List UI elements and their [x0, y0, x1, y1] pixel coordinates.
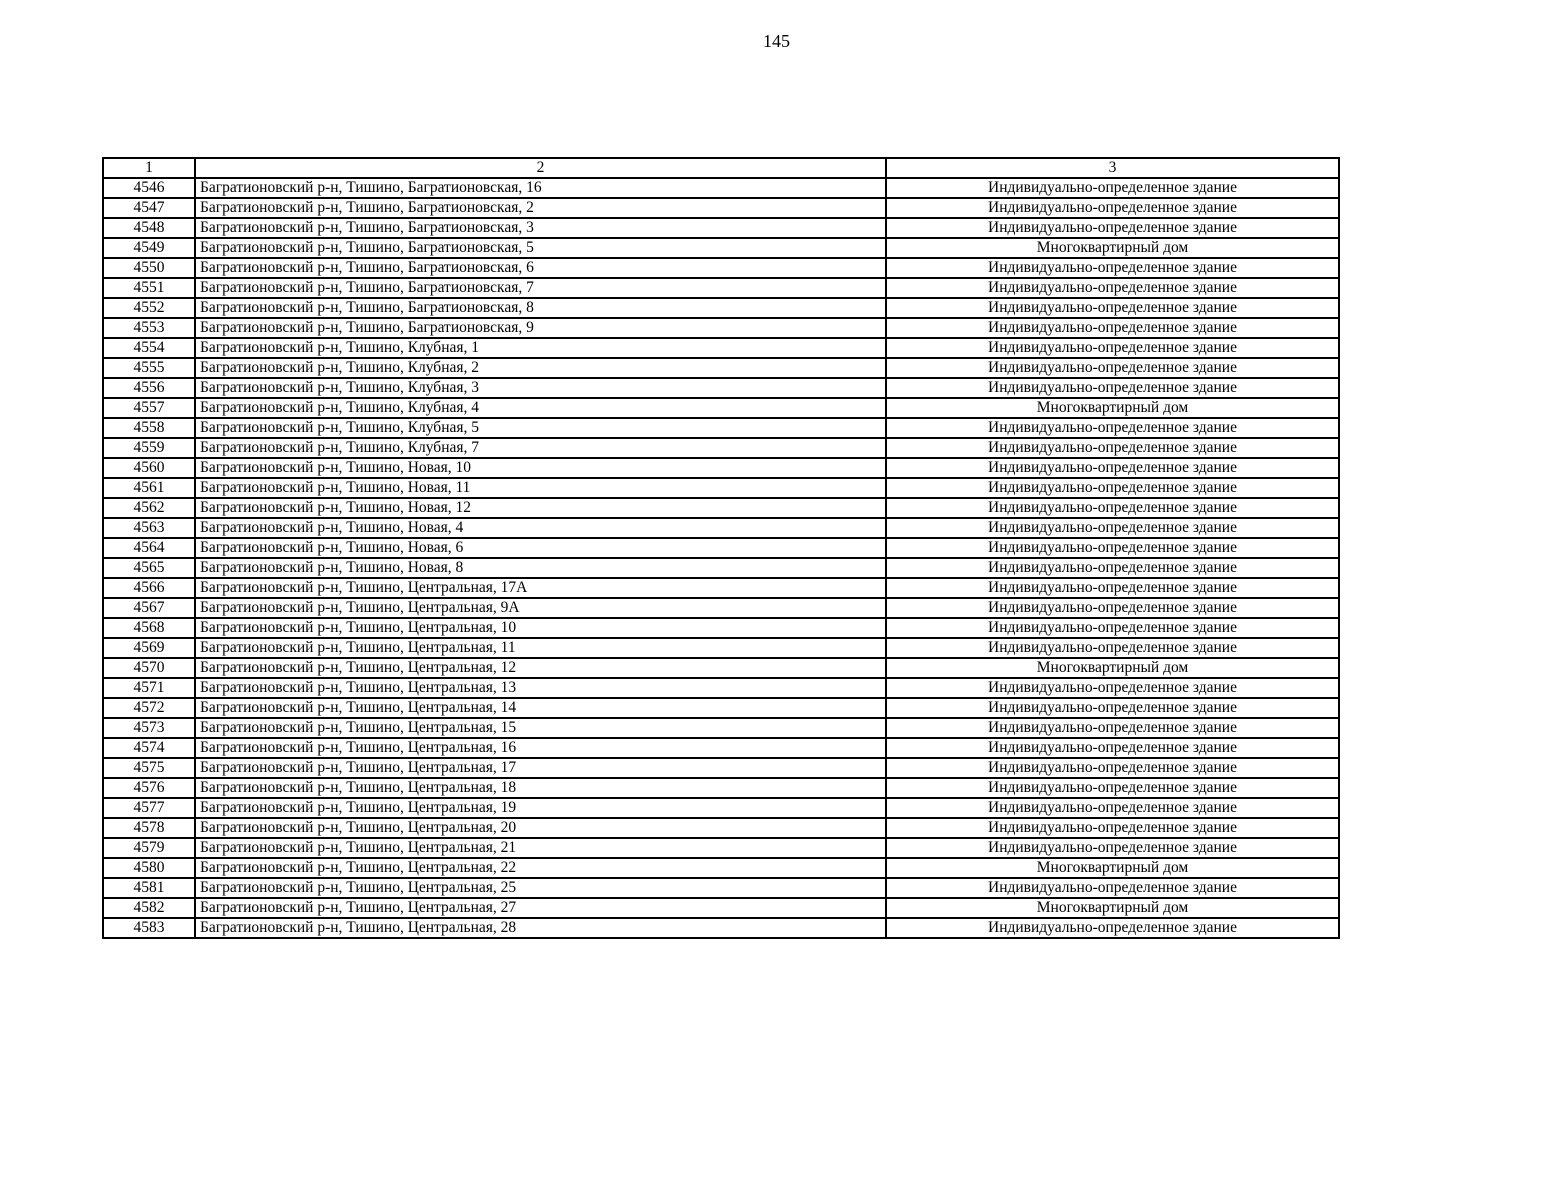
row-number-cell: 4567: [103, 598, 195, 618]
address-cell: Багратионовский р-н, Тишино, Клубная, 3: [195, 378, 886, 398]
row-number-cell: 4563: [103, 518, 195, 538]
row-number-cell: 4571: [103, 678, 195, 698]
address-cell: Багратионовский р-н, Тишино, Центральная, 13: [195, 678, 886, 698]
row-number-cell: 4564: [103, 538, 195, 558]
row-number-cell: 4561: [103, 478, 195, 498]
building-type-cell: Индивидуально-определенное здание: [886, 478, 1339, 498]
row-number-cell: 4559: [103, 438, 195, 458]
page-number: 145: [763, 31, 790, 51]
table-row: [103, 218, 1339, 238]
table-row: [103, 898, 1339, 918]
table-row: [103, 458, 1339, 478]
row-number-cell: 4548: [103, 218, 195, 238]
building-type-cell: Индивидуально-определенное здание: [886, 498, 1339, 518]
building-type-cell: Индивидуально-определенное здание: [886, 798, 1339, 818]
row-number-cell: 4578: [103, 818, 195, 838]
table-row: [103, 518, 1339, 538]
address-cell: Багратионовский р-н, Тишино, Центральная, 11: [195, 638, 886, 658]
row-number-cell: 4550: [103, 258, 195, 278]
column-header-address: 2: [195, 158, 886, 178]
address-cell: Багратионовский р-н, Тишино, Новая, 11: [195, 478, 886, 498]
building-type-cell: Индивидуально-определенное здание: [886, 918, 1339, 938]
building-type-cell: Индивидуально-определенное здание: [886, 578, 1339, 598]
table-row: [103, 238, 1339, 258]
row-number-cell: 4570: [103, 658, 195, 678]
row-number-cell: 4558: [103, 418, 195, 438]
address-cell: Багратионовский р-н, Тишино, Новая, 6: [195, 538, 886, 558]
table-row: [103, 838, 1339, 858]
address-cell: Багратионовский р-н, Тишино, Багратионовская, 7: [195, 278, 886, 298]
table-row: [103, 738, 1339, 758]
table-row: [103, 398, 1339, 418]
property-table: [102, 157, 1340, 939]
table-row: [103, 638, 1339, 658]
table-row: [103, 198, 1339, 218]
address-cell: Багратионовский р-н, Тишино, Новая, 12: [195, 498, 886, 518]
table-row: [103, 818, 1339, 838]
table-row: [103, 878, 1339, 898]
table-row: [103, 698, 1339, 718]
building-type-cell: Индивидуально-определенное здание: [886, 338, 1339, 358]
address-cell: Багратионовский р-н, Тишино, Клубная, 7: [195, 438, 886, 458]
address-cell: Багратионовский р-н, Тишино, Центральная, 9А: [195, 598, 886, 618]
building-type-cell: Индивидуально-определенное здание: [886, 598, 1339, 618]
table-row: [103, 918, 1339, 938]
building-type-cell: Индивидуально-определенное здание: [886, 618, 1339, 638]
address-cell: Багратионовский р-н, Тишино, Клубная, 1: [195, 338, 886, 358]
table-header-row: [103, 158, 1339, 178]
row-number-cell: 4569: [103, 638, 195, 658]
row-number-cell: 4582: [103, 898, 195, 918]
address-cell: Багратионовский р-н, Тишино, Центральная, 12: [195, 658, 886, 678]
table-row: [103, 298, 1339, 318]
building-type-cell: Многоквартирный дом: [886, 398, 1339, 418]
building-type-cell: Индивидуально-определенное здание: [886, 558, 1339, 578]
column-header-number: 1: [103, 158, 195, 178]
address-cell: Багратионовский р-н, Тишино, Центральная, 28: [195, 918, 886, 938]
row-number-cell: 4579: [103, 838, 195, 858]
building-type-cell: Индивидуально-определенное здание: [886, 778, 1339, 798]
building-type-cell: Индивидуально-определенное здание: [886, 818, 1339, 838]
row-number-cell: 4577: [103, 798, 195, 818]
table-row: [103, 598, 1339, 618]
row-number-cell: 4573: [103, 718, 195, 738]
address-cell: Багратионовский р-н, Тишино, Багратионовская, 3: [195, 218, 886, 238]
address-cell: Багратионовский р-н, Тишино, Клубная, 4: [195, 398, 886, 418]
row-number-cell: 4549: [103, 238, 195, 258]
row-number-cell: 4574: [103, 738, 195, 758]
table-body: [103, 178, 1339, 938]
building-type-cell: Индивидуально-определенное здание: [886, 258, 1339, 278]
building-type-cell: Индивидуально-определенное здание: [886, 278, 1339, 298]
building-type-cell: Индивидуально-определенное здание: [886, 178, 1339, 198]
table-row: [103, 178, 1339, 198]
row-number-cell: 4560: [103, 458, 195, 478]
table-row: [103, 578, 1339, 598]
address-cell: Багратионовский р-н, Тишино, Центральная, 25: [195, 878, 886, 898]
table-row: [103, 678, 1339, 698]
building-type-cell: Индивидуально-определенное здание: [886, 298, 1339, 318]
row-number-cell: 4546: [103, 178, 195, 198]
table-row: [103, 858, 1339, 878]
row-number-cell: 4566: [103, 578, 195, 598]
table-row: [103, 558, 1339, 578]
table-row: [103, 378, 1339, 398]
column-header-type: 3: [886, 158, 1339, 178]
table-row: [103, 618, 1339, 638]
row-number-cell: 4554: [103, 338, 195, 358]
building-type-cell: Индивидуально-определенное здание: [886, 538, 1339, 558]
row-number-cell: 4555: [103, 358, 195, 378]
row-number-cell: 4576: [103, 778, 195, 798]
address-cell: Багратионовский р-н, Тишино, Багратионовская, 8: [195, 298, 886, 318]
row-number-cell: 4565: [103, 558, 195, 578]
table-row: [103, 318, 1339, 338]
building-type-cell: Индивидуально-определенное здание: [886, 418, 1339, 438]
table-row: [103, 278, 1339, 298]
building-type-cell: Индивидуально-определенное здание: [886, 698, 1339, 718]
building-type-cell: Многоквартирный дом: [886, 858, 1339, 878]
table-row: [103, 418, 1339, 438]
building-type-cell: Индивидуально-определенное здание: [886, 358, 1339, 378]
building-type-cell: Индивидуально-определенное здание: [886, 758, 1339, 778]
table-row: [103, 778, 1339, 798]
address-cell: Багратионовский р-н, Тишино, Багратионовская, 6: [195, 258, 886, 278]
row-number-cell: 4547: [103, 198, 195, 218]
building-type-cell: Индивидуально-определенное здание: [886, 378, 1339, 398]
address-cell: Багратионовский р-н, Тишино, Клубная, 2: [195, 358, 886, 378]
address-cell: Багратионовский р-н, Тишино, Центральная, 18: [195, 778, 886, 798]
building-type-cell: Индивидуально-определенное здание: [886, 678, 1339, 698]
building-type-cell: Многоквартирный дом: [886, 238, 1339, 258]
address-cell: Багратионовский р-н, Тишино, Центральная, 15: [195, 718, 886, 738]
building-type-cell: Индивидуально-определенное здание: [886, 738, 1339, 758]
row-number-cell: 4575: [103, 758, 195, 778]
address-cell: Багратионовский р-н, Тишино, Багратионовская, 9: [195, 318, 886, 338]
table-row: [103, 798, 1339, 818]
address-cell: Багратионовский р-н, Тишино, Багратионовская, 2: [195, 198, 886, 218]
building-type-cell: Индивидуально-определенное здание: [886, 718, 1339, 738]
row-number-cell: 4580: [103, 858, 195, 878]
building-type-cell: Многоквартирный дом: [886, 898, 1339, 918]
building-type-cell: Индивидуально-определенное здание: [886, 518, 1339, 538]
address-cell: Багратионовский р-н, Тишино, Центральная, 16: [195, 738, 886, 758]
address-cell: Багратионовский р-н, Тишино, Новая, 8: [195, 558, 886, 578]
table-row: [103, 258, 1339, 278]
building-type-cell: Индивидуально-определенное здание: [886, 458, 1339, 478]
table-row: [103, 338, 1339, 358]
row-number-cell: 4572: [103, 698, 195, 718]
table-row: [103, 538, 1339, 558]
address-cell: Багратионовский р-н, Тишино, Центральная, 20: [195, 818, 886, 838]
address-cell: Багратионовский р-н, Тишино, Центральная, 14: [195, 698, 886, 718]
row-number-cell: 4557: [103, 398, 195, 418]
row-number-cell: 4583: [103, 918, 195, 938]
building-type-cell: Многоквартирный дом: [886, 658, 1339, 678]
address-cell: Багратионовский р-н, Тишино, Клубная, 5: [195, 418, 886, 438]
address-cell: Багратионовский р-н, Тишино, Центральная, 10: [195, 618, 886, 638]
building-type-cell: Индивидуально-определенное здание: [886, 198, 1339, 218]
building-type-cell: Индивидуально-определенное здание: [886, 878, 1339, 898]
address-cell: Багратионовский р-н, Тишино, Центральная, 17А: [195, 578, 886, 598]
table-row: [103, 438, 1339, 458]
address-cell: Багратионовский р-н, Тишино, Центральная, 22: [195, 858, 886, 878]
address-cell: Багратионовский р-н, Тишино, Новая, 4: [195, 518, 886, 538]
address-cell: Багратионовский р-н, Тишино, Новая, 10: [195, 458, 886, 478]
address-cell: Багратионовский р-н, Тишино, Центральная, 17: [195, 758, 886, 778]
address-cell: Багратионовский р-н, Тишино, Центральная, 27: [195, 898, 886, 918]
row-number-cell: 4551: [103, 278, 195, 298]
row-number-cell: 4568: [103, 618, 195, 638]
building-type-cell: Индивидуально-определенное здание: [886, 838, 1339, 858]
table-row: [103, 478, 1339, 498]
row-number-cell: 4552: [103, 298, 195, 318]
building-type-cell: Индивидуально-определенное здание: [886, 638, 1339, 658]
table-row: [103, 758, 1339, 778]
table-row: [103, 358, 1339, 378]
address-cell: Багратионовский р-н, Тишино, Багратионовская, 5: [195, 238, 886, 258]
building-type-cell: Индивидуально-определенное здание: [886, 318, 1339, 338]
row-number-cell: 4562: [103, 498, 195, 518]
table-row: [103, 498, 1339, 518]
building-type-cell: Индивидуально-определенное здание: [886, 438, 1339, 458]
building-type-cell: Индивидуально-определенное здание: [886, 218, 1339, 238]
address-cell: Багратионовский р-н, Тишино, Багратионовская, 16: [195, 178, 886, 198]
row-number-cell: 4581: [103, 878, 195, 898]
table-row: [103, 658, 1339, 678]
row-number-cell: 4553: [103, 318, 195, 338]
address-cell: Багратионовский р-н, Тишино, Центральная, 19: [195, 798, 886, 818]
address-cell: Багратионовский р-н, Тишино, Центральная, 21: [195, 838, 886, 858]
table-row: [103, 718, 1339, 738]
row-number-cell: 4556: [103, 378, 195, 398]
